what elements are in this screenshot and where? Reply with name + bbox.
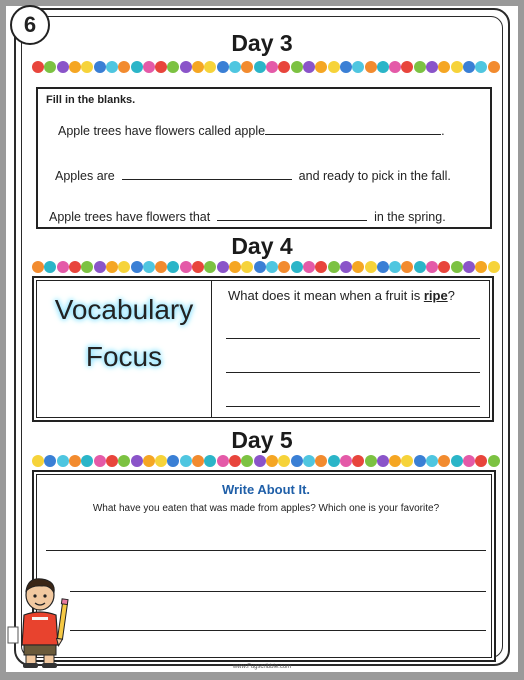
day4-title: Day 4 [231, 233, 293, 259]
sentence-1 [58, 123, 445, 138]
decorative-dot [217, 455, 229, 467]
decorative-dot [44, 455, 56, 467]
decorative-dot [241, 261, 253, 273]
boy-with-pencil-icon [6, 575, 72, 669]
decorative-dot [217, 261, 229, 273]
decorative-dot [414, 61, 426, 73]
sentence-2-end: and ready to pick in the fall. [298, 169, 451, 183]
decorative-dot [266, 455, 278, 467]
decorative-dot [192, 455, 204, 467]
decorative-dot [488, 455, 500, 467]
decorative-dot [266, 261, 278, 273]
decorative-dot [131, 455, 143, 467]
decorative-dot [241, 61, 253, 73]
decorative-dot [303, 261, 315, 273]
decorative-dot [291, 261, 303, 273]
decorative-dot [204, 261, 216, 273]
decorative-dot [451, 61, 463, 73]
decorative-dot [365, 61, 377, 73]
decorative-dot [180, 61, 192, 73]
decorative-dot [340, 261, 352, 273]
blank-3[interactable] [217, 209, 367, 221]
decorative-dot [81, 261, 93, 273]
sentence-3 [49, 209, 446, 224]
decorative-dot [328, 61, 340, 73]
sentence-1-text: Apple trees have flowers called apple [58, 124, 266, 138]
ripe-question-mark: ? [447, 288, 455, 303]
blank-1[interactable] [265, 123, 441, 135]
decorative-dot [340, 455, 352, 467]
write-answer-line-2[interactable] [70, 591, 486, 592]
decorative-dot [204, 61, 216, 73]
decorative-dot [278, 455, 290, 467]
dot-divider-day4 [32, 259, 500, 275]
decorative-dot [118, 61, 130, 73]
decorative-dot [81, 61, 93, 73]
day5-title: Day 5 [231, 427, 293, 453]
decorative-dot [438, 61, 450, 73]
decorative-dot [315, 61, 327, 73]
decorative-dot [106, 455, 118, 467]
dot-divider-day5 [32, 453, 500, 469]
decorative-dot [451, 455, 463, 467]
ripe-answer-line-3[interactable] [226, 406, 480, 407]
decorative-dot [106, 261, 118, 273]
decorative-dot [365, 455, 377, 467]
decorative-dot [229, 61, 241, 73]
decorative-dot [204, 455, 216, 467]
write-about-it-title: Write About It. [221, 482, 311, 497]
decorative-dot [475, 61, 487, 73]
decorative-dot [32, 261, 44, 273]
sentence-1-end: . [441, 124, 445, 138]
decorative-dot [229, 455, 241, 467]
ripe-question [228, 288, 455, 303]
decorative-dot [180, 455, 192, 467]
decorative-dot [278, 61, 290, 73]
decorative-dot [44, 261, 56, 273]
page-number-badge: 6 [10, 5, 50, 45]
vocabulary-label: Vocabulary [54, 294, 194, 325]
decorative-dot [414, 261, 426, 273]
sentence-2-text: Apples are [55, 169, 115, 183]
dot-divider-day3 [32, 59, 500, 75]
decorative-dot [254, 455, 266, 467]
decorative-dot [377, 61, 389, 73]
decorative-dot [94, 61, 106, 73]
decorative-dot [377, 455, 389, 467]
decorative-dot [352, 455, 364, 467]
decorative-dot [69, 61, 81, 73]
decorative-dot [315, 261, 327, 273]
decorative-dot [167, 455, 179, 467]
decorative-dot [155, 261, 167, 273]
decorative-dot [401, 261, 413, 273]
decorative-dot [118, 455, 130, 467]
decorative-dot [426, 261, 438, 273]
decorative-dot [401, 455, 413, 467]
write-prompt: What have you eaten that was made from apples? Which one is your favorite? [92, 503, 440, 514]
decorative-dot [192, 61, 204, 73]
decorative-dot [167, 61, 179, 73]
decorative-dot [426, 61, 438, 73]
decorative-dot [475, 455, 487, 467]
decorative-dot [328, 261, 340, 273]
decorative-dot [69, 455, 81, 467]
decorative-dot [377, 261, 389, 273]
decorative-dot [81, 455, 93, 467]
decorative-dot [69, 261, 81, 273]
decorative-dot [229, 261, 241, 273]
decorative-dot [389, 261, 401, 273]
decorative-dot [44, 61, 56, 73]
decorative-dot [291, 61, 303, 73]
decorative-dot [143, 455, 155, 467]
fill-blanks-heading: Fill in the blanks. [46, 94, 136, 106]
decorative-dot [488, 61, 500, 73]
decorative-dot [106, 61, 118, 73]
decorative-dot [389, 455, 401, 467]
decorative-dot [32, 61, 44, 73]
decorative-dot [94, 261, 106, 273]
sentence-3-end: in the spring. [374, 210, 446, 224]
decorative-dot [241, 455, 253, 467]
decorative-dot [315, 455, 327, 467]
ripe-word: ripe [423, 288, 448, 303]
decorative-dot [217, 61, 229, 73]
decorative-dot [303, 455, 315, 467]
decorative-dot [426, 455, 438, 467]
decorative-dot [328, 455, 340, 467]
focus-label: Focus [85, 341, 163, 372]
decorative-dot [278, 261, 290, 273]
decorative-dot [57, 61, 69, 73]
decorative-dot [303, 61, 315, 73]
decorative-dot [118, 261, 130, 273]
write-answer-line-3[interactable] [70, 630, 486, 631]
viewer-bottom-edge [0, 672, 524, 680]
decorative-dot [266, 61, 278, 73]
decorative-dot [414, 455, 426, 467]
decorative-dot [155, 61, 167, 73]
decorative-dot [352, 261, 364, 273]
decorative-dot [438, 261, 450, 273]
decorative-dot [463, 261, 475, 273]
decorative-dot [463, 455, 475, 467]
decorative-dot [192, 261, 204, 273]
decorative-dot [57, 261, 69, 273]
decorative-dot [143, 261, 155, 273]
decorative-dot [463, 61, 475, 73]
decorative-dot [94, 455, 106, 467]
decorative-dot [131, 261, 143, 273]
decorative-dot [32, 455, 44, 467]
blank-2[interactable] [122, 168, 292, 180]
decorative-dot [438, 455, 450, 467]
sentence-3-text: Apple trees have flowers that [49, 210, 211, 224]
decorative-dot [155, 455, 167, 467]
decorative-dot [451, 261, 463, 273]
decorative-dot [143, 61, 155, 73]
decorative-dot [488, 261, 500, 273]
decorative-dot [365, 261, 377, 273]
decorative-dot [254, 261, 266, 273]
day3-title: Day 3 [231, 30, 293, 56]
decorative-dot [167, 261, 179, 273]
decorative-dot [389, 61, 401, 73]
write-answer-line-1[interactable] [46, 550, 486, 551]
ripe-question-text: What does it mean when a fruit is [228, 288, 421, 303]
decorative-dot [475, 261, 487, 273]
decorative-dot [254, 61, 266, 73]
footer-url: www.Fugscribble.com [232, 664, 292, 670]
viewer-right-edge [518, 0, 524, 680]
decorative-dot [180, 261, 192, 273]
ripe-answer-line-1[interactable] [226, 338, 480, 339]
fill-blanks-box [36, 87, 492, 229]
ripe-answer-line-2[interactable] [226, 372, 480, 373]
decorative-dot [401, 61, 413, 73]
decorative-dot [131, 61, 143, 73]
decorative-dot [340, 61, 352, 73]
decorative-dot [352, 61, 364, 73]
sentence-2 [55, 168, 451, 183]
decorative-dot [57, 455, 69, 467]
decorative-dot [291, 455, 303, 467]
